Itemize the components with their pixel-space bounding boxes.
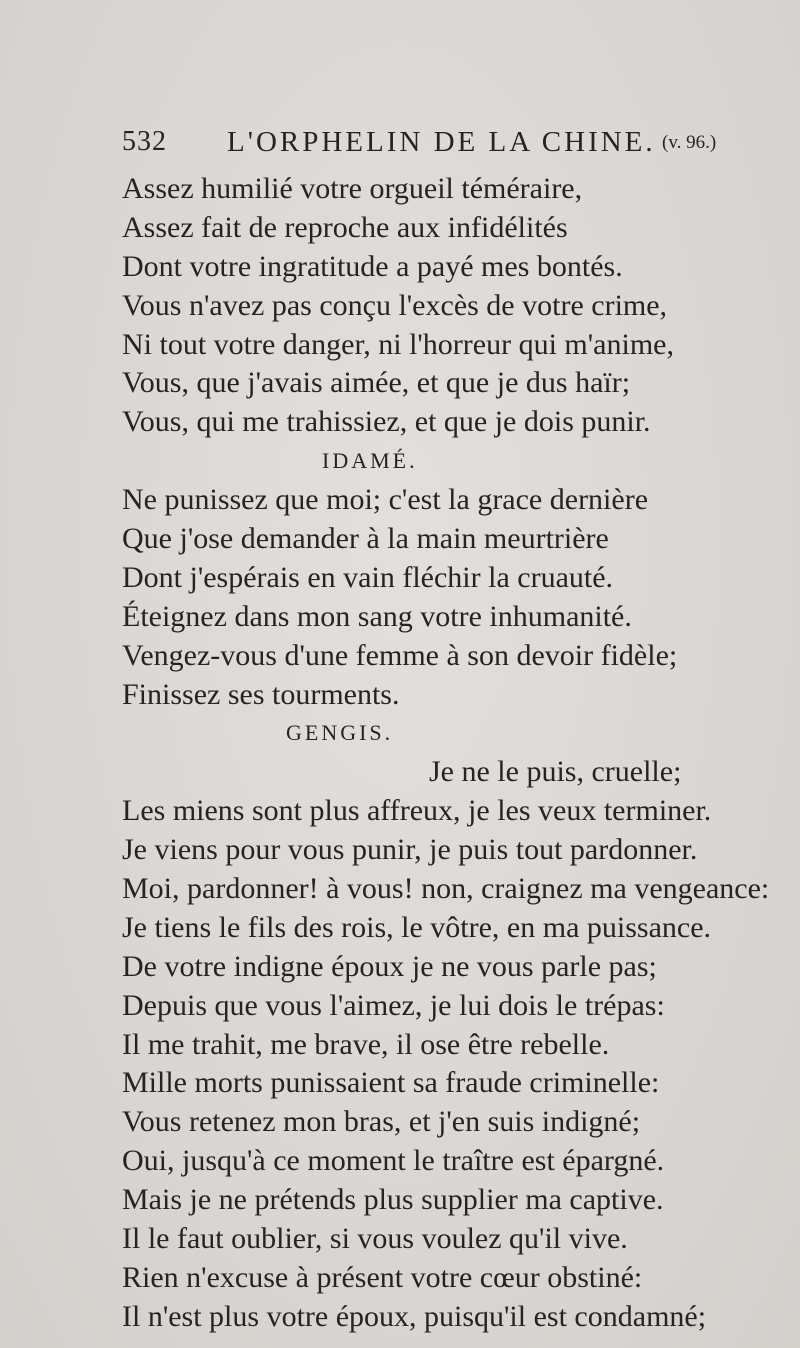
- page-number: 532: [122, 126, 167, 157]
- verse-reference: (v. 96.): [662, 132, 717, 153]
- verse-line: Les miens sont plus affreux, je les veux terminer.: [122, 794, 712, 828]
- verse-line: Vous retenez mon bras, et j'en suis indigné;: [122, 1105, 641, 1139]
- verse-line: Vous n'avez pas conçu l'excès de votre crime,: [122, 288, 668, 322]
- verse-line: Ni tout votre danger, ni l'horreur qui m'anime,: [122, 327, 674, 361]
- verse-line: Dont votre ingratitude a payé mes bontés.: [122, 249, 623, 283]
- verse-line: Vengez-vous d'une femme à son devoir fidèle;: [122, 638, 678, 672]
- verse-line: Je viens pour vous punir, je puis tout pardonner.: [122, 833, 698, 867]
- verse-line: Assez humilié votre orgueil téméraire,: [122, 172, 583, 205]
- verse-line: Mais je ne prétends plus supplier ma captive.: [122, 1183, 664, 1217]
- running-title: L'ORPHELIN DE LA CHINE.: [227, 126, 656, 158]
- speaker-name: IDAMÉ.: [322, 448, 418, 474]
- verse-line: Que j'ose demander à la main meurtrière: [122, 522, 609, 556]
- verse-line: Oui, jusqu'à ce moment le traître est épargné.: [122, 1144, 665, 1178]
- verse-line: Il me trahit, me brave, il ose être rebelle.: [122, 1027, 610, 1061]
- verse-line: Je tiens le fils des rois, le vôtre, en ma puissance.: [122, 910, 712, 944]
- verse-line: Assez fait de reproche aux infidélités: [122, 210, 568, 244]
- verse-line: Rien n'excuse à présent votre cœur obstiné:: [122, 1260, 643, 1294]
- verse-line: Mille morts punissaient sa fraude criminelle:: [122, 1066, 660, 1100]
- verse-line: Vous, qui me trahissiez, et que je dois punir.: [122, 405, 651, 439]
- verse-line: Éteignez dans mon sang votre inhumanité.: [122, 599, 632, 633]
- verse-line: Dont j'espérais en vain fléchir la cruauté.: [122, 560, 614, 594]
- verse-line: Depuis que vous l'aimez, je lui dois le trépas:: [122, 988, 665, 1022]
- verse-line: De votre indigne époux je ne vous parle pas;: [122, 949, 657, 983]
- verse-line: Vous, que j'avais aimée, et que je dus haïr;: [122, 366, 631, 400]
- verse-line: Moi, pardonner! à vous! non, craignez ma vengeance:: [122, 872, 770, 906]
- play-text: [122, 170, 792, 1337]
- verse-line: Finissez ses tourments.: [122, 677, 400, 711]
- speaker-name: GENGIS.: [286, 720, 394, 746]
- verse-line: Je ne le puis, cruelle;: [429, 755, 682, 789]
- verse-line: Il le faut oublier, si vous voulez qu'il vive.: [122, 1222, 628, 1256]
- verse-line: Ne punissez que moi; c'est la grace dernière: [122, 483, 649, 517]
- page-header: [122, 126, 782, 170]
- verse-line: Il n'est plus votre époux, puisqu'il est condamné;: [122, 1299, 707, 1333]
